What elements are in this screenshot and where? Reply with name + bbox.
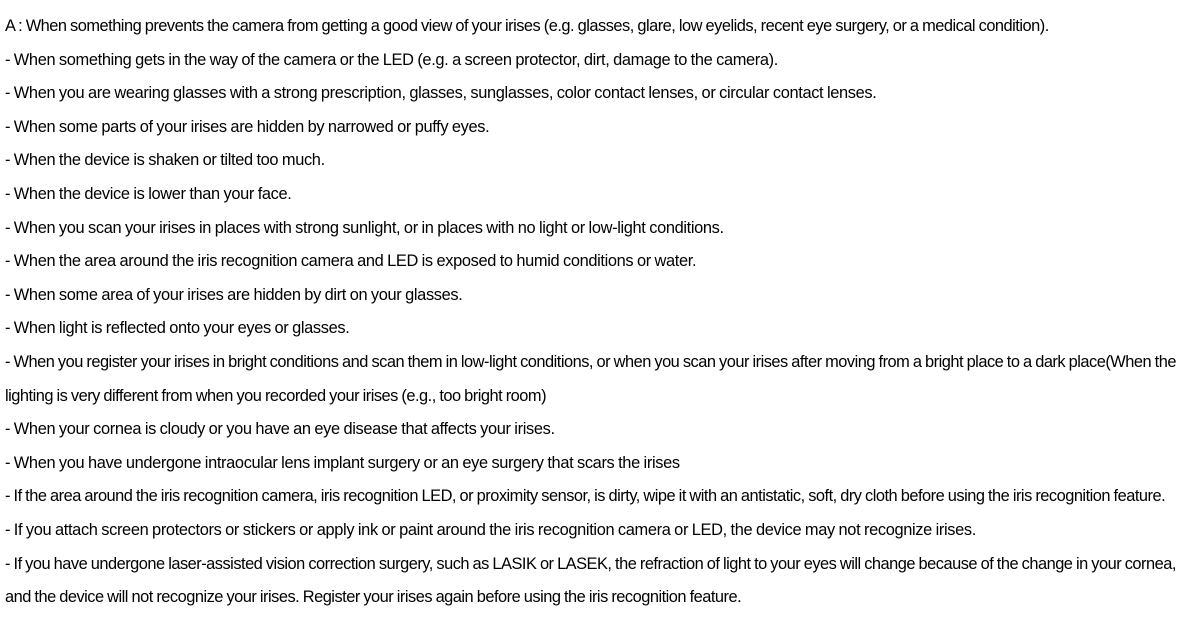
list-item-camera-obstruction: - When something gets in the way of the camera or the LED (e.g. a screen protector, dirt, damage to the camera). bbox=[5, 50, 778, 69]
list-item-lighting-conditions: - When you scan your irises in places with strong sunlight, or in places with no light or low-light conditions. bbox=[5, 218, 724, 237]
list-item-cornea-disease: - When your cornea is cloudy or you have an eye disease that affects your irises. bbox=[5, 420, 555, 439]
list-item-light-reflected: - When light is reflected onto your eyes or glasses. bbox=[5, 319, 350, 338]
list-item-humid-conditions: - When the area around the iris recognition camera and LED is exposed to humid conditions or water. bbox=[5, 252, 697, 271]
list-item-dirt-on-glasses: - When some area of your irises are hidden by dirt on your glasses. bbox=[5, 285, 463, 304]
list-item-clean-sensor: - If the area around the iris recognition camera, iris recognition LED, or proximity sensor, is dirty, wipe it with an antistatic, soft, dry cloth before using the iris recognition feature. bbox=[5, 487, 1166, 506]
list-item-lens-implant-surgery: - When you have undergone intraocular lens implant surgery or an eye surgery that scars the irises bbox=[5, 453, 680, 472]
list-item-screen-protectors: - If you attach screen protectors or stickers or apply ink or paint around the iris recognition camera or LED, the device may not recognize irises. bbox=[5, 520, 976, 539]
list-item-narrowed-eyes: - When some parts of your irises are hidden by narrowed or puffy eyes. bbox=[5, 117, 490, 136]
list-item-device-lower: - When the device is lower than your face. bbox=[5, 184, 292, 203]
list-item-laser-surgery: - If you have undergone laser-assisted vision correction surgery, such as LASIK or LASEK, the refraction of light to your eyes will change because of the change in your cornea, and the device will not recognize your irises. Register your irises again before using the iris recognition feature. bbox=[5, 554, 1176, 607]
list-item-device-shaken: - When the device is shaken or tilted too much. bbox=[5, 151, 325, 170]
answer-intro: A : When something prevents the camera from getting a good view of your irises (e.g. glasses, glare, low eyelids, recent eye surgery, or a medical condition). bbox=[5, 17, 1049, 35]
list-item-bright-to-dark: - When you register your irises in bright conditions and scan them in low-light conditions, or when you scan your irises after moving from a bright place to a dark place(When the lighting is very different from when you recorded your irises (e.g., too bright room) bbox=[5, 352, 1176, 405]
list-item-glasses-lenses: - When you are wearing glasses with a strong prescription, glasses, sunglasses, color contact lenses, or circular contact lenses. bbox=[5, 84, 877, 103]
